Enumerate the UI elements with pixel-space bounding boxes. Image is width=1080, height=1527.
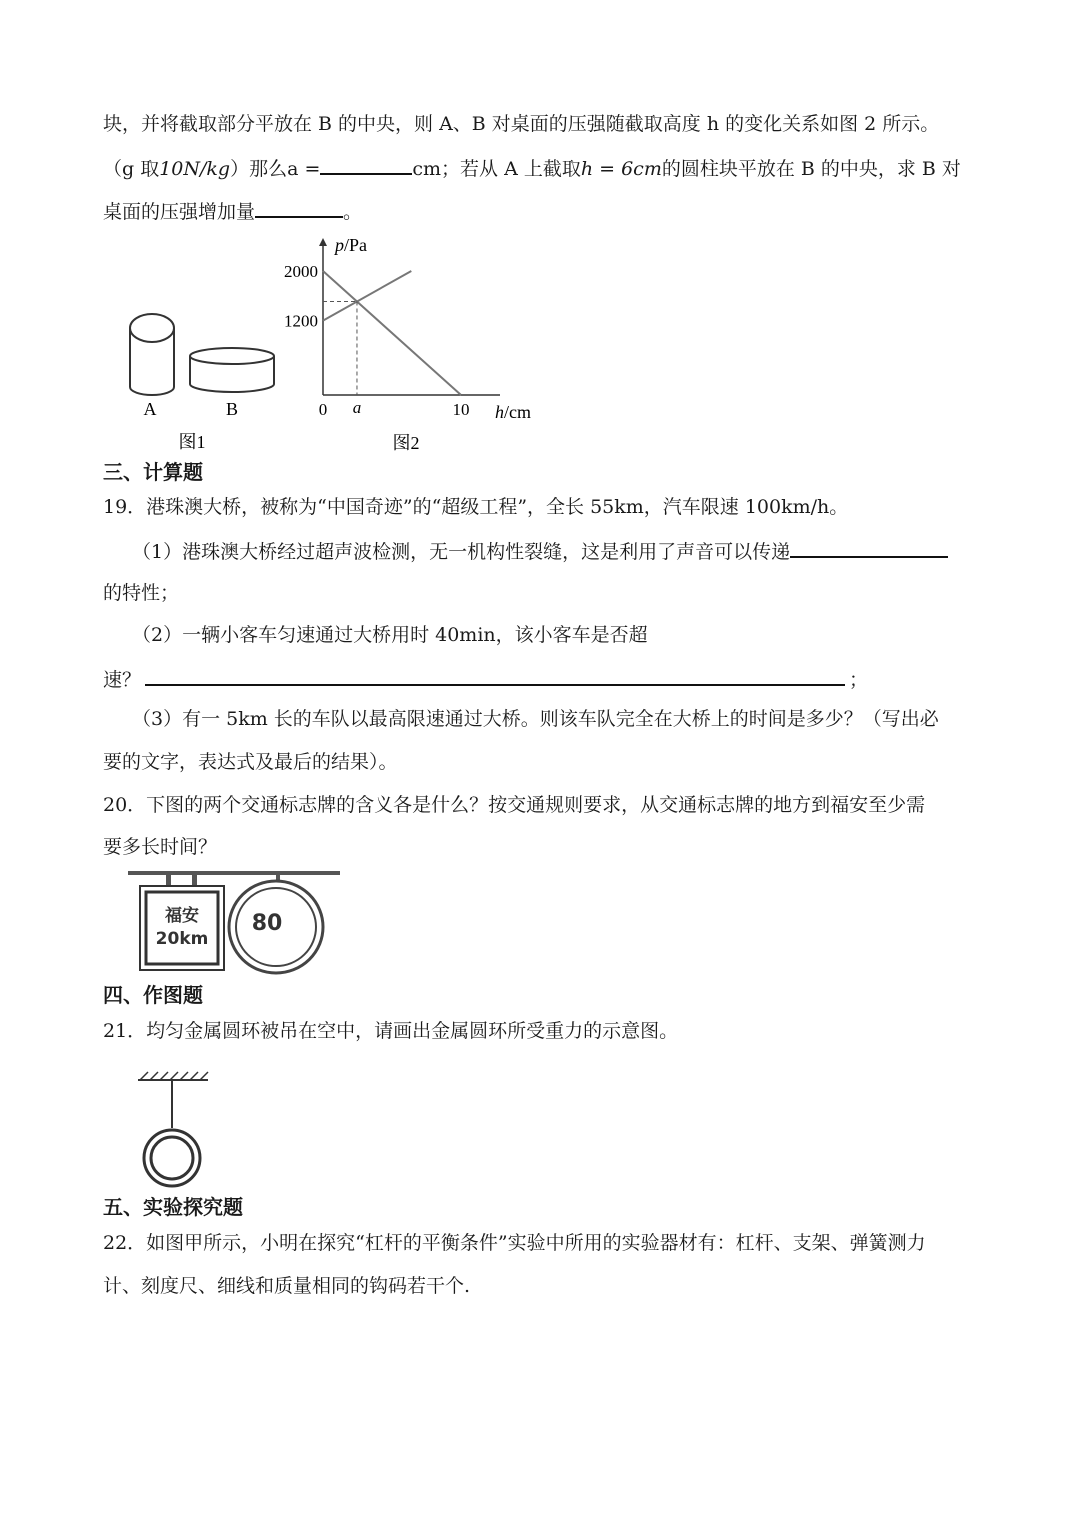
q18-line2-part-b: ）那么a =	[230, 158, 321, 180]
label-a: A	[143, 399, 157, 419]
q20-line2: 要多长时间？	[103, 836, 218, 858]
tick-label-0: 0	[318, 400, 328, 419]
q19-part2-end: ；	[849, 669, 869, 691]
section-title-calculation: 三、计算题	[103, 460, 203, 484]
q18-h-value: h = 6cm	[580, 158, 662, 180]
tick-label-a: a	[352, 398, 362, 417]
q18-line2-part-a: （g 取	[103, 158, 160, 180]
q19-part3-cont: 要的文字，表达式及最后的结果）。	[103, 751, 398, 773]
traffic-signs-figure	[128, 868, 342, 976]
sign-gantry-bar	[128, 871, 340, 875]
figure-2-chart	[270, 232, 550, 457]
q18-line2-part-d: 的圆柱块平放在 B 的中央，求 B 对	[661, 158, 961, 180]
q19-blank-1[interactable]	[790, 538, 948, 558]
q18-blank-pressure[interactable]	[255, 198, 343, 218]
q19-stem: 19．港珠澳大桥，被称为“中国奇迹”的“超级工程”，全长 55km，汽车限速 100km/h。	[103, 496, 849, 518]
label-b: B	[225, 399, 239, 419]
section-title-experiment: 五、实验探究题	[103, 1195, 243, 1219]
q18-line3-part-a: 桌面的压强增加量	[103, 201, 256, 223]
ceiling-hatching	[140, 1072, 208, 1080]
q18-blank-a[interactable]	[320, 155, 412, 175]
q19-part1	[132, 538, 948, 564]
q18-line3-part-b: 。	[343, 201, 363, 223]
tick-label-1200: 1200	[284, 311, 318, 331]
q21-line1: 21．均匀金属圆环被吊在空中，请画出金属圆环所受重力的示意图。	[103, 1020, 679, 1042]
section-title-drawing: 四、作图题	[103, 983, 203, 1007]
tick-label-2000: 2000	[284, 262, 318, 281]
hanging-ring-figure	[132, 1068, 216, 1192]
x-axis-label: h/cm	[495, 402, 531, 422]
q22-line2: 计、刻度尺、细线和质量相同的钩码若干个.	[103, 1275, 471, 1297]
q19-part1-text: （1）港珠澳大桥经过超声波检测，无一机构性裂缝，这是利用了声音可以传递	[132, 541, 791, 563]
q18-line2	[103, 155, 961, 181]
q19-part2: （2）一辆小客车匀速通过大桥用时 40min，该小客车是否超	[132, 624, 648, 646]
y-axis-label: p/Pa	[335, 235, 368, 255]
metal-ring-inner	[151, 1137, 193, 1179]
y-axis-arrow	[319, 238, 327, 246]
figure-1	[120, 300, 290, 460]
q19-part3: （3）有一 5km 长的车队以最高限速通过大桥。则该车队完全在大桥上的时间是多少？（写出必	[132, 708, 939, 730]
figure-1-caption: 图1	[178, 432, 206, 452]
q18-g-value: 10N/kg	[159, 158, 231, 180]
sign-speed-limit: 80	[251, 911, 283, 936]
q19-part1-cont: 的特性；	[103, 582, 180, 604]
series-b-line	[323, 271, 411, 321]
q18-line1: 块，并将截取部分平放在 B 的中央，则 A、B 对桌面的压强随截取高度 h 的变化关系如图 2 所示。	[103, 113, 940, 135]
q20-line1: 20．下图的两个交通标志牌的含义各是什么？按交通规则要求，从交通标志牌的地方到福安至少需	[103, 794, 926, 816]
sign-distance: 20km	[155, 929, 209, 949]
sign-destination: 福安	[165, 906, 199, 926]
tick-label-10: 10	[452, 400, 470, 419]
q22-line1: 22．如图甲所示，小明在探究“杠杆的平衡条件”实验中所用的实验器材有：杠杆、支架、弹簧测力	[103, 1232, 926, 1254]
q19-blank-2[interactable]	[145, 666, 845, 686]
cylinder-a	[130, 314, 174, 395]
figure-2-caption: 图2	[392, 433, 420, 453]
q19-part2-cont	[103, 666, 868, 692]
q19-part2-text: 速？	[103, 669, 142, 691]
q18-line3	[103, 198, 362, 224]
cylinder-b	[190, 348, 274, 392]
series-a-line	[323, 271, 461, 395]
q18-line2-part-c: cm；若从 A 上截取	[412, 158, 581, 180]
